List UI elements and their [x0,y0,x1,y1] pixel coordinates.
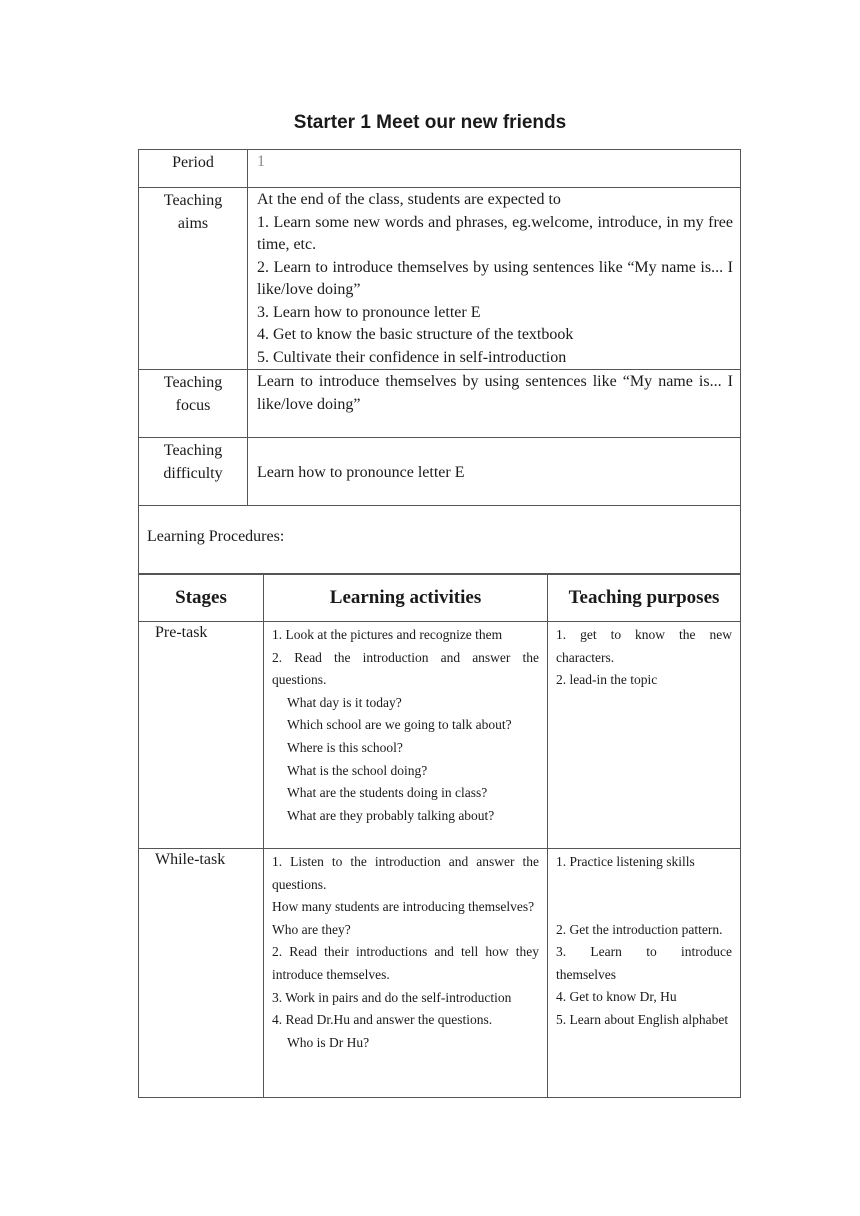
procedures-label: Learning Procedures: [139,506,741,575]
aim-item: 2. Learn to introduce themselves by using sentences like “My name is... I like/love doing” [257,258,733,298]
stages-table [138,573,741,1098]
period-value: 1 [248,150,741,188]
difficulty-label: Teaching difficulty [139,438,248,506]
page-title: Starter 1 Meet our new friends [293,112,567,133]
aims-value [248,188,741,370]
header-purposes: Teaching purposes [548,574,741,622]
aims-label: Teaching aims [139,188,248,370]
while-task-purposes: 1. Practice listening skills 2. Get the introduction pattern. 3. Learn to introduce themselves 4. Get to know Dr, Hu 5. Learn about English alphabet [548,849,741,1098]
header-stages: Stages [139,574,264,622]
aim-item: 5. Cultivate their confidence in self-introduction [257,348,567,366]
lesson-info-table [138,149,741,575]
pre-task-purposes: 1. get to know the new characters. 2. lead-in the topic [548,622,741,849]
pre-task-activities: 1. Look at the pictures and recognize them 2. Read the introduction and answer the questions. What day is it today? Which school are we going to talk about? Where is this school? What is the school doing? What are the students doing in class? What are they probably talking about? [264,622,548,849]
header-activities: Learning activities [264,574,548,622]
table-row [139,849,741,1098]
aim-item: 3. Learn how to pronounce letter E [257,303,481,321]
while-task-activities: 1. Listen to the introduction and answer the questions. How many students are introducing themselves? Who are they? 2. Read their introductions and tell how they introduce themselves. 3. Work in pairs and do the self-introduction 4. Read Dr.Hu and answer the questions. Who is Dr Hu? [264,849,548,1098]
focus-value: Learn to introduce themselves by using sentences like “My name is... I like/love doing” [248,370,741,438]
table-row [139,622,741,849]
stage-while-task: While-task [139,849,264,1098]
aims-intro: At the end of the class, students are expected to [257,191,561,208]
difficulty-value: Learn how to pronounce letter E [248,438,741,506]
focus-label: Teaching focus [139,370,248,438]
aim-item: 4. Get to know the basic structure of the textbook [257,326,574,343]
period-label: Period [139,150,248,188]
stage-pre-task: Pre-task [139,622,264,849]
aim-item: 1. Learn some new words and phrases, eg.welcome, introduce, in my free time, etc. [257,213,733,253]
